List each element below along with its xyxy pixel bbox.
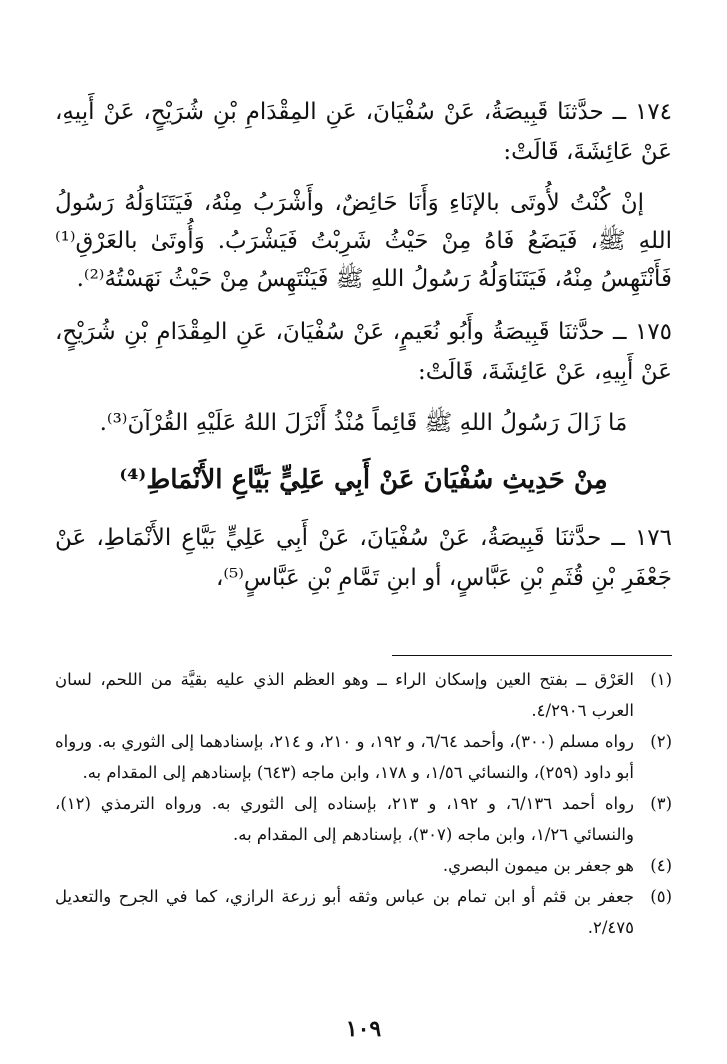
footnotes [55,664,672,943]
hadith-174-matn: إنْ كُنْتُ لأُوتَى بالإنَاءِ وَأَنَا حَائِضٌ، وأَشْرَبُ مِنْهُ، فَيَتَنَاوَلُهُ رَسُولُ اللهِ ﷺ، فَيَضَعُ فَاهُ مِنْ حَيْثُ شَرِبْتُ فَيَشْرَبُ. وَأُوتَىٰ بالعَرْقِ⁽¹⁾ فَأَنْتَهِسُ مِنْهُ، فَيَتَنَاوَلُهُ رَسُولُ اللهِ ﷺ فَيَنْتَهِسُ مِنْ حَيْثُ نَهَسْتُهُ⁽²⁾. [55,190,672,292]
footnote-text: رواه مسلم (٣٠٠)، وأحمد ٦/٦٤، و ١٩٢، و ٢١٠، و ٢١٤، بإسنادهما إلى الثوري به. ورواه أبو داود (٢٥٩)، والنسائي ١/٥٦، و ١٧٨، وابن ماجه (٦٤٣) بإسنادهم إلى المقدام به. [55,732,634,782]
footnote-number: (٣) [650,794,672,813]
page-number: ١٠٩ [345,1016,382,1042]
hadith-175-matn: مَا زَالَ رَسُولُ اللهِ ﷺ قَائِماً مُنْذُ أَنْزَلَ اللهُ عَلَيْهِ القُرْآنَ⁽³⁾. [99,410,628,436]
footnote-number: (٤) [650,856,672,875]
footnote-3 [55,788,672,850]
footnote-4 [55,850,672,881]
footnote-number: (٢) [650,732,672,751]
footnote-text: هو جعفر بن ميمون البصري. [442,856,634,875]
footnote-text: رواه أحمد ٦/١٣٦، و ١٩٢، و ٢١٣، بإسناده إلى الثوري به. ورواه الترمذي (١٢)، والنسائي ١/٢٦، وابن ماجه (٣٠٧)، بإسنادهم إلى المقدام به. [55,794,634,844]
footnote-2 [55,726,672,788]
footnote-divider [392,655,672,656]
footnote-1 [55,664,672,726]
section-title: مِنْ حَدِيثِ سُفْيَانَ عَنْ أَبِي عَلِيٍّ بَيَّاعِ الأَنْمَاطِ⁽⁴⁾ [119,465,608,495]
footnote-number: (٥) [650,887,672,906]
footnote-5 [55,881,672,943]
footnote-text: جعفر بن قثم أو ابن تمام بن عباس وثقه أبو زرعة الرازي، كما في الجرح والتعديل ٢/٤٧٥. [55,887,634,937]
footnote-text: العَرْق ــ بفتح العين وإسكان الراء ــ وهو العظم الذي عليه بقيَّة من اللحم، لسان العرب ٤/٢٩٠٦. [55,670,634,720]
footnote-number: (١) [650,670,672,689]
hadith-176-isnad: ١٧٦ ــ حدَّثنَا قَبِيصَةُ، عَنْ سُفْيَانَ، عَنْ أَبِي عَلِيٍّ بَيَّاعِ الأَنْمَاطِ، عَنْ جَعْفَرِ بْنِ قُثَمِ بْنِ عَبَّاسٍ، أو ابنِ تَمَّامِ بْنِ عَبَّاسٍ⁽⁵⁾، [55,525,672,591]
hadith-175-isnad: ١٧٥ ــ حدَّثنَا قَبِيصَةُ وأَبُو نُعَيمٍ، عَنْ سُفْيَانَ، عَنِ المِقْدَامِ بْنِ شُرَيْحٍ، عَنْ أَبِيهِ، عَنْ عَائِشَةَ، قَالَتْ: [55,319,672,385]
hadith-174-isnad: ١٧٤ ــ حدَّثنَا قَبِيصَةُ، عَنْ سُفْيَانَ، عَنِ المِقْدَامِ بْنِ شُرَيْحٍ، عَنْ أَبِيهِ، عَنْ عَائِشَةَ، قَالَتْ: [55,99,672,165]
book-page [55,92,672,1064]
